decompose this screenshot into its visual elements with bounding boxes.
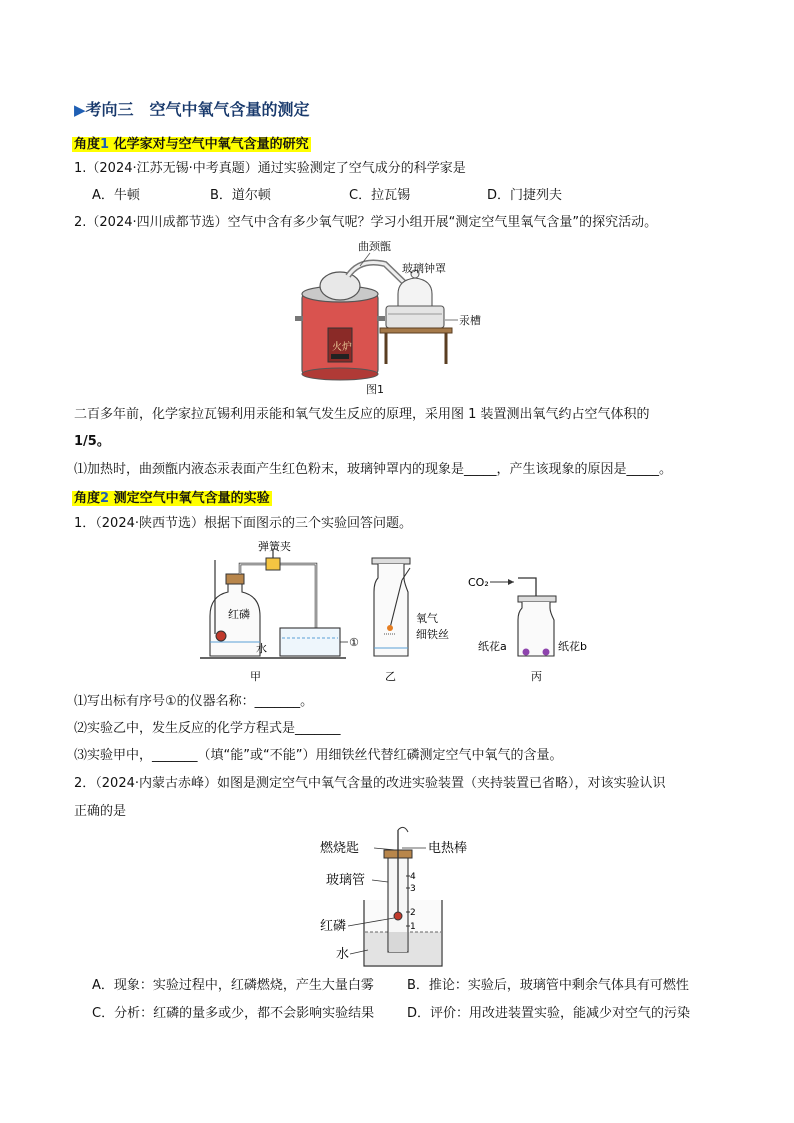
label-circled-1: ①	[349, 636, 359, 649]
angle2-title: 测定空气中氧气含量的实验	[109, 491, 270, 506]
experiment-bing	[468, 576, 587, 683]
q4-stem-line2: 正确的是	[74, 804, 127, 819]
angle2-heading	[72, 487, 272, 508]
figure-improved-apparatus	[318, 826, 488, 972]
caption-jia: 甲	[250, 670, 261, 683]
label-flower-b: 纸花b	[558, 640, 587, 653]
q1-option-c: C．拉瓦锡	[349, 188, 411, 203]
label-oxygen: 氧气	[416, 612, 438, 625]
q1-option-a: A．牛顿	[92, 188, 140, 203]
angle1-number: 1	[100, 137, 110, 152]
label-iron-wire: 细铁丝	[416, 628, 449, 641]
q3-subquestion-2: ⑵实验乙中，发生反应的化学方程式是_______	[74, 721, 341, 736]
q3-stem: 1．（2024·陕西节选）根据下面图示的三个实验回答问题。	[74, 516, 412, 531]
tube-mark-3: 3	[410, 884, 416, 894]
tube-mark-1: 1	[410, 922, 416, 932]
q3-subquestion-1: ⑴写出标有序号①的仪器名称：_______。	[74, 694, 314, 709]
q4-option-c: C．分析：红磷的量多或少，都不会影响实验结果	[92, 1006, 375, 1021]
retort-flask	[320, 272, 360, 300]
label-trough: 汞槽	[459, 314, 481, 327]
q1-option-d: D．门捷列夫	[487, 188, 563, 203]
label-glass-tube: 玻璃管	[326, 873, 366, 888]
q4-option-a: A．现象：实验过程中，红磷燃烧，产生大量白雾	[92, 978, 374, 993]
label-heating-rod: 电热棒	[428, 841, 468, 856]
experiment-yi	[372, 558, 449, 683]
q4-option-b: B．推论：实验后，玻璃管中剩余气体具有可燃性	[407, 978, 689, 993]
experiment-jia	[200, 539, 359, 683]
figure-three-experiments	[196, 538, 606, 686]
label-red-phosphorus: 红磷	[320, 919, 347, 934]
caption-bing: 丙	[531, 670, 542, 683]
label-bell-jar: 玻璃钟罩	[402, 262, 446, 275]
figure-1-caption: 图1	[366, 383, 384, 396]
q4-stem-line1: 2．（2024·内蒙古赤峰）如图是测定空气中氧气含量的改进实验装置（夹持装置已省略），对该实验认识	[74, 776, 666, 791]
triangle-marker-icon: ▶	[74, 101, 86, 119]
furnace-label: 火炉	[332, 342, 352, 353]
angle2-number: 2	[100, 491, 110, 506]
tube-mark-2: 2	[410, 908, 416, 918]
label-red-phosphorus-jia: 红磷	[228, 608, 250, 621]
bell-jar	[398, 278, 432, 308]
caption-yi: 乙	[385, 670, 396, 683]
label-flower-a: 纸花a	[478, 640, 507, 653]
mercury-trough	[386, 306, 444, 328]
beaker-circle-1	[280, 628, 340, 656]
section-title: 考向三 空气中氧气含量的测定	[85, 100, 310, 119]
label-water-jia: 水	[256, 642, 267, 655]
q3-subquestion-3: ⑶实验甲中，_______（填“能”或“不能”）用细铁丝代替红磷测定空气中氧气的含量。	[74, 748, 563, 763]
q4-option-d: D．评价：用改进装置实验，能减少对空气的污染	[407, 1006, 691, 1021]
label-spring-clamp: 弹簧夹	[258, 540, 291, 553]
tube-mark-4: 4	[410, 872, 416, 882]
label-water: 水	[336, 947, 350, 962]
section-heading	[74, 97, 310, 120]
q2-subquestion-1: ⑴加热时，曲颈甑内液态汞表面产生红色粉末，玻璃钟罩内的现象是_____，产生该现象的原因是_____。	[74, 462, 673, 477]
q2-paragraph-line2: 1/5。	[74, 434, 110, 449]
q1-option-b: B．道尔顿	[210, 188, 271, 203]
label-retort: 曲颈甑	[358, 240, 391, 253]
q1-stem: 1.（2024·江苏无锡·中考真题）通过实验测定了空气成分的科学家是	[74, 161, 466, 176]
angle2-prefix: 角度	[74, 491, 101, 506]
angle1-title: 化学家对与空气中氧气含量的研究	[109, 137, 309, 152]
figure-1-lavoisier-apparatus	[290, 236, 520, 398]
q2-paragraph-line1: 二百多年前，化学家拉瓦锡利用汞能和氧气发生反应的原理，采用图 1 装置测出氧气约占空气体积的	[74, 407, 650, 422]
label-combustion-spoon: 燃烧匙	[320, 841, 360, 856]
q2-stem: 2.（2024·四川成都节选）空气中含有多少氧气呢？学习小组开展“测定空气里氧气含量”的探究活动。	[74, 215, 658, 230]
angle1-heading	[72, 133, 311, 154]
label-co2: CO₂	[468, 576, 489, 589]
angle1-prefix: 角度	[74, 137, 101, 152]
